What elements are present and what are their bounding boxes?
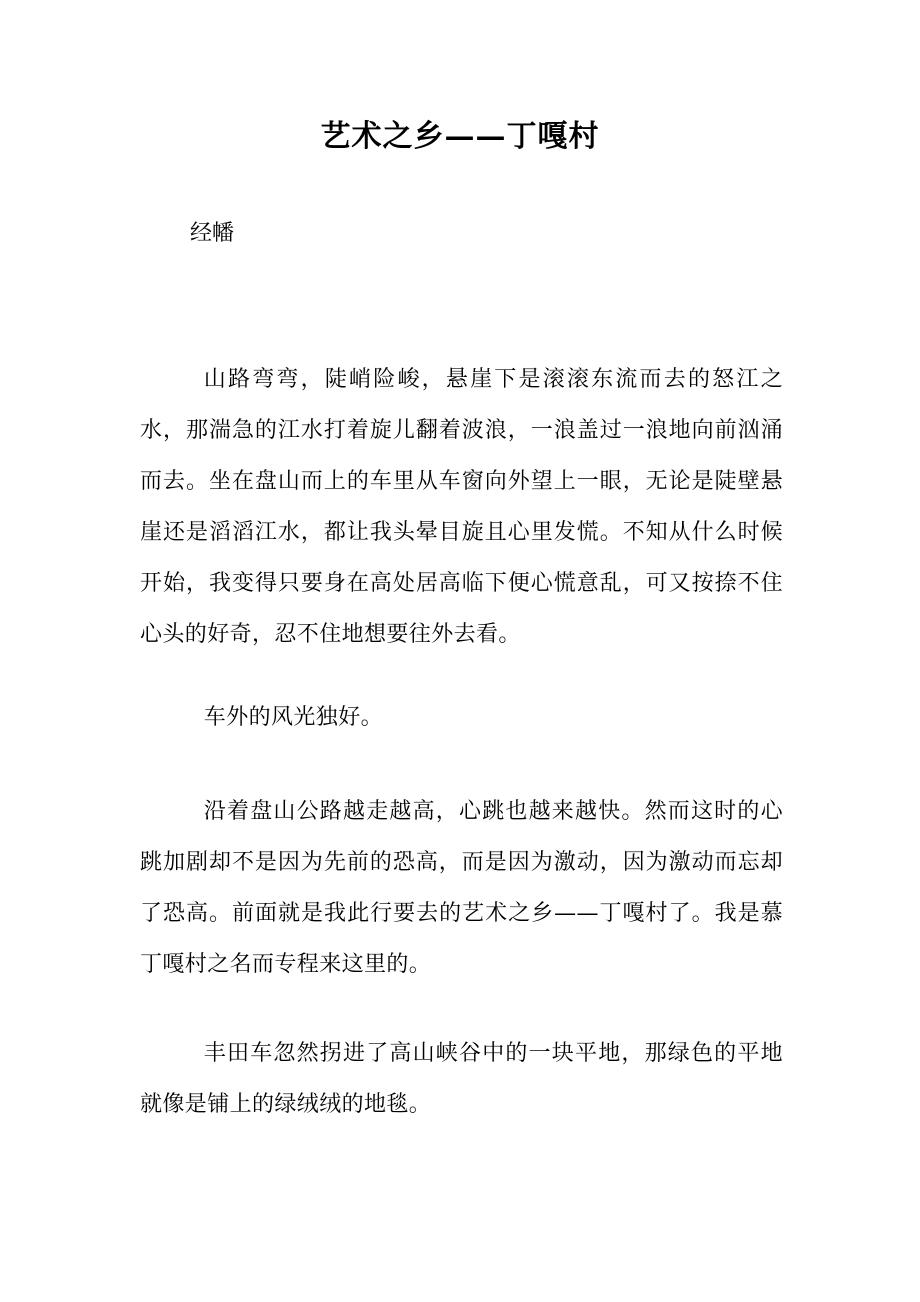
paragraph-1: 山路弯弯，陡峭险峻，悬崖下是滚滚东流而去的怒江之水，那湍急的江水打着旋儿翻着波浪，一浪盖过一浪地向前汹涌而去。坐在盘山而上的车里从车窗向外望上一眼，无论是陡壁悬崖还是滔滔江水，都让我头晕目旋且心里发慌。不知从什么时候开始，我变得只要身在高处居高临下便心慌意乱，可又按捺不住心头的好奇，忍不住地想要往外去看。: [140, 367, 783, 647]
author-name: 经幡: [190, 221, 235, 246]
paragraph-2: 车外的风光独好。: [203, 705, 383, 730]
paragraph-4: 丰田车忽然拐进了高山峡谷中的一块平地，那绿色的平地就像是铺上的绿绒绒的地毯。: [140, 1041, 783, 1117]
document-title: 艺术之乡——丁嘎村: [320, 119, 600, 154]
paragraph-3: 沿着盘山公路越走越高，心跳也越来越快。然而这时的心跳加剧却不是因为先前的恐高，而是因为激动，因为激动而忘却了恐高。前面就是我此行要去的艺术之乡——丁嘎村了。我是慕丁嘎村之名而专程来这里的。: [140, 799, 783, 977]
